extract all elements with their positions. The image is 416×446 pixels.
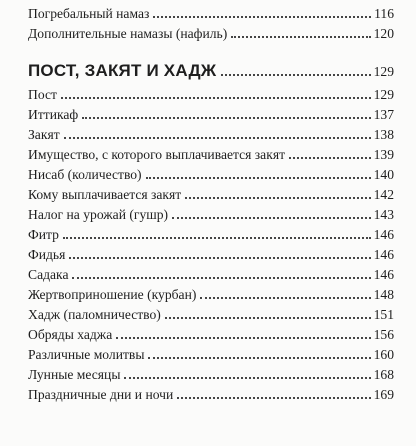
dot-leader — [124, 377, 370, 379]
toc-entry[interactable] — [28, 343, 394, 363]
table-of-contents — [28, 2, 394, 403]
toc-entry-title: Фитр — [28, 227, 59, 242]
toc-entry-title: Лунные месяцы — [28, 367, 121, 382]
dot-leader — [63, 237, 371, 239]
toc-entry[interactable] — [28, 203, 394, 223]
toc-entry-page: 116 — [374, 6, 394, 21]
toc-section-heading[interactable] — [28, 54, 394, 81]
toc-entry-title: Дополнительные намазы (нафиль) — [28, 26, 228, 41]
dot-leader — [165, 317, 371, 319]
dot-leader — [61, 97, 371, 99]
toc-entry[interactable] — [28, 323, 394, 343]
toc-entry-title: Хадж (паломничество) — [28, 307, 161, 322]
dot-leader — [231, 36, 370, 38]
toc-entry-title: Имущество, с которого выплачивается закят — [28, 147, 286, 162]
dot-leader — [185, 197, 370, 199]
dot-leader — [72, 277, 370, 279]
toc-entry-page: 160 — [373, 347, 394, 362]
dot-leader — [146, 177, 371, 179]
toc-entry-page: 146 — [373, 227, 394, 242]
toc-entry[interactable] — [28, 103, 394, 123]
dot-leader — [172, 217, 371, 219]
toc-entry-title: Погребальный намаз — [28, 6, 150, 21]
toc-entry-page: 146 — [373, 267, 394, 282]
toc-entry[interactable] — [28, 2, 394, 22]
toc-entry[interactable] — [28, 263, 394, 283]
toc-entry-page: 148 — [373, 287, 394, 302]
toc-entry-title: Садака — [28, 267, 69, 282]
toc-entry[interactable] — [28, 363, 394, 383]
toc-entry-page: 139 — [373, 147, 394, 162]
dot-leader — [289, 157, 371, 159]
toc-entry-page: 129 — [373, 87, 394, 102]
dot-leader — [177, 397, 370, 399]
dot-leader — [153, 16, 371, 18]
toc-entry-page: 146 — [373, 247, 394, 262]
toc-entry-page: 120 — [373, 26, 394, 41]
toc-entry-title: Фидья — [28, 247, 66, 262]
toc-entry-page: 143 — [373, 207, 394, 222]
dot-leader — [116, 337, 370, 339]
toc-entry[interactable] — [28, 223, 394, 243]
toc-entry-page: 142 — [373, 187, 394, 202]
dot-leader — [148, 357, 370, 359]
toc-entry[interactable] — [28, 22, 394, 42]
toc-entry-title: Иттикаф — [28, 107, 79, 122]
section-page: 129 — [373, 64, 394, 79]
toc-entry-page: 140 — [373, 167, 394, 182]
toc-entry-title: Различные молитвы — [28, 347, 145, 362]
toc-entry-title: Закят — [28, 127, 60, 142]
toc-entry-title: Налог на урожай (гушр) — [28, 207, 169, 222]
toc-entry-title: Нисаб (количество) — [28, 167, 142, 182]
dot-leader — [64, 137, 371, 139]
section-title: ПОСТ, ЗАКЯТ И ХАДЖ — [28, 61, 217, 80]
toc-entry[interactable] — [28, 243, 394, 263]
toc-entry[interactable] — [28, 83, 394, 103]
dot-leader — [200, 297, 370, 299]
toc-entry-page: 151 — [373, 307, 394, 322]
dot-leader — [221, 74, 370, 76]
toc-entry[interactable] — [28, 183, 394, 203]
toc-entry[interactable] — [28, 383, 394, 403]
toc-entry-page: 169 — [373, 387, 394, 402]
toc-entry-title: Кому выплачивается закят — [28, 187, 182, 202]
toc-entry-title: Обряды хаджа — [28, 327, 113, 342]
toc-entry[interactable] — [28, 123, 394, 143]
dot-leader — [82, 117, 370, 119]
toc-entry-title: Праздничные дни и ночи — [28, 387, 174, 402]
toc-entry-page: 138 — [373, 127, 394, 142]
toc-entry-page: 137 — [373, 107, 394, 122]
toc-entry-page: 168 — [373, 367, 394, 382]
toc-entry[interactable] — [28, 143, 394, 163]
toc-entry[interactable] — [28, 303, 394, 323]
toc-entry[interactable] — [28, 283, 394, 303]
toc-entry-title: Жертвоприношение (курбан) — [28, 287, 197, 302]
toc-entry-page: 156 — [373, 327, 394, 342]
toc-entry-title: Пост — [28, 87, 57, 102]
toc-entry[interactable] — [28, 163, 394, 183]
dot-leader — [69, 257, 370, 259]
